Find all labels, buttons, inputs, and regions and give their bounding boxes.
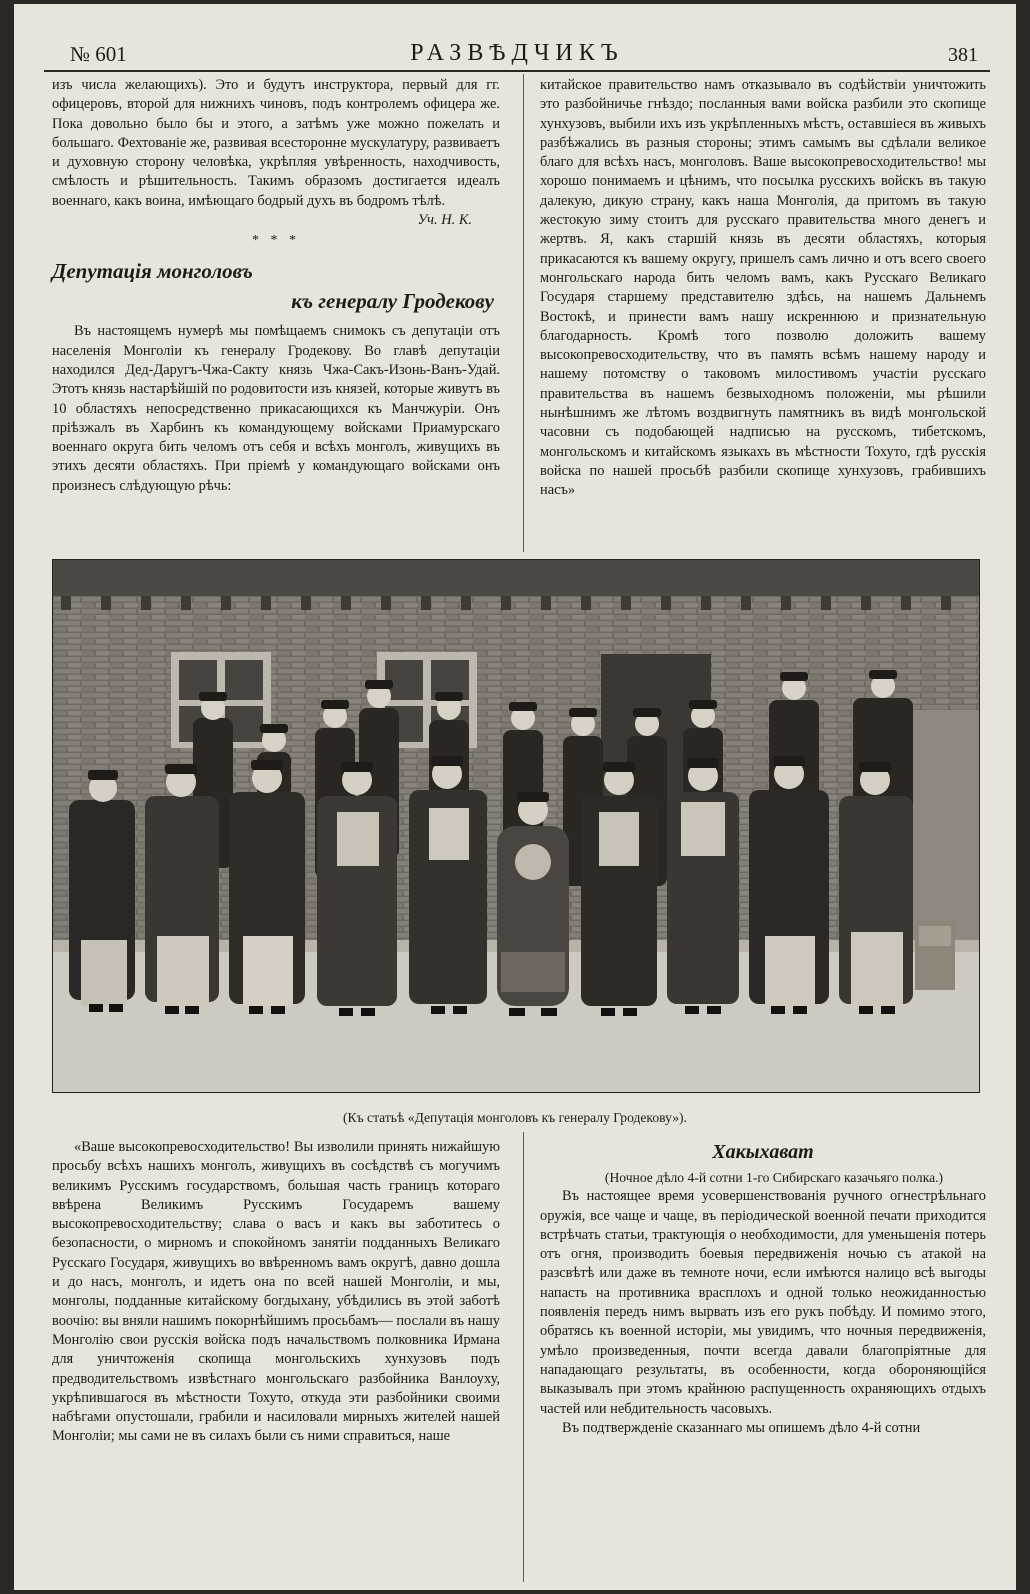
page-header [44,36,990,72]
page-number: 381 [948,44,978,66]
second-article-subtitle: (Ночное дѣло 4-й сотни 1-го Сибирскаго казачьяго полка.) [604,1170,944,1185]
article-heading-line1: Депутація монголовъ [52,259,253,284]
fencing-article-ending: изъ числа желающихъ). Это и будутъ инструктора, первый для гг. офицеровъ, второй для нижнихъ чиновъ, подъ контролемъ офицера же. Пока довольно было бы и этого, а затѣмъ уже можно пожелать и большаго. Фехтованіе же, развивая всесторонне мускулатуру, развиваетъ и духовную сторону человѣка, укрѣпляя увѣренность, находчивость, смѣлость и рѣшительность. Такимъ образомъ достигается идеалъ военнаго, какъ воина, имѣющаго бодрый духъ въ бодромъ тѣлѣ. [52,77,500,209]
group-photo-illustration [53,560,979,1092]
second-article-heading: Хакыхават [712,1141,814,1163]
left-bottom-column [52,1138,500,1447]
speech-continuation-paragraph: китайское правительство намъ отказывало въ содѣйствіи уничтожить это разбойничье гнѣздо; посланныя вами войска разбили это скопище хунхузовъ, выбили ихъ изъ укрѣпленныхъ мѣстъ, оставшіеся въ живыхъ разбѣжались въ разныя стороны; этимъ самымъ вы сдѣлали великое благо для всѣхъ насъ, монголовъ. Ваше высокопревосходительство! мы хорошо понимаемъ и цѣнимъ, что посылка русскихъ войскъ въ такую далекую, дикую страну, какъ наша Монголія, да притомъ въ такую жестокую зиму стоитъ для русскаго правительства много денегъ и жертвъ. Я, какъ старшій князь въ десяти областяхъ, которыя прикасаются къ вашему округу, пришелъ самъ лично и отъ всего своего монгольскаго народа бить челомъ вамъ, какъ Русскаго Великаго Государя старшему представителю здѣсь, на нашемъ Дальнемъ Востокѣ, и принести вамъ нашу искреннюю и признательную благодарность. Кромѣ того позволю доложить вашему высокопревосходительству, что въ память всѣмъ нашему народу и нашему потомству о таковомъ милостивомъ участіи русскаго правительства въ нашемъ безвыходномъ положеніи, мы рѣшили нынѣшнимъ же лѣтомъ воздвигнуть памятникъ въ видѣ монгольской часовни съ подобающей надписью на русскомъ, тибетскомъ, монгольскомъ и китайскомъ языкахъ въ мѣстности Тохуто, гдѣ русскія войска по нашей просьбѣ разбили скопище хунхузовъ, грабившихъ насъ» [540,77,986,499]
column-rule-bottom [523,1132,524,1582]
left-top-column [52,76,500,496]
article-signature: Уч. Н. К. [417,212,472,229]
journal-title: РАЗВѢДЧИКЪ [410,40,624,66]
photo-caption: (Къ статьѣ «Депутація монголовъ къ генералу Гродекову»). [343,1110,687,1125]
section-divider-stars: * * * [252,233,300,249]
deputation-photograph [52,559,980,1093]
newspaper-page [14,4,1016,1590]
speech-opening-paragraph: «Ваше высокопревосходительство! Вы изволили принять нижайшую просьбу всѣхъ нашихъ монголъ, живущихъ въ сосѣдствѣ съ могучимъ великимъ Русскимъ государствомъ, большая часть границъ котораго ввѣрена Великимъ Русскимъ Государемъ вашему высокопревосходительству; слава о васъ и какъ вы заботитесь о безопасности, о мирномъ и спокойномъ занятіи подданныхъ Великаго Русскаго Государя, живущихъ во ввѣренномъ вамъ округѣ, давно дошла и до насъ, монголъ, и идетъ она по всей нашей Монголіи, и мы, монголы, подданные китайскому богдыхану, убѣдились въ этой заботѣ воочію: вы вняли нашимъ покорнѣйшимъ просьбамъ— послали въ нашу Монголію свои русскія войска подъ начальствомъ полковника Ирмана для уничтоженія скопища монгольскихъ хунхузовъ подъ предводительствомъ извѣстнаго монгольскаго разбойника Ванлоуху, укрѣпившагося въ мѣстности Тохуто, откуда эти разбойники своими набѣгами опустошали, грабили и насиловали мирныхъ жителей нашей Монголіи; мы сами не въ силахъ были съ ними справиться, наше [52,1139,500,1445]
right-top-column [540,76,986,501]
article-heading-line2: къ генералу Гродекову [291,289,494,314]
right-bottom-column [540,1134,986,1438]
night-action-paragraph: Въ настоящее время усовершенствованія ручного огнестрѣльнаго оружія, все чаще и чаще, въ періодической военной печати приходится встрѣчать статьи, трактующія о необходимости, для уменьшенія потерь отъ огня, производить боевыя передвиженія ночью съ атакой на разсвѣтѣ или даже въ темноте ночи, если имѣются налицо всѣ выгоды напасть на противника врасплохъ и одной только неожиданностью появленія передъ нимъ вырвать изъ его рукъ побѣду. И помимо этого, обратясь къ военной исторіи, мы увидимъ, что ночныя передвиженія, умѣло произведенныя, почти всегда давали благопріятные для нападающаго результаты, въ особенности, когда обороняющійся выказывалъ при этомъ крайнюю распущенность охраняющихъ отдыхъ частей или небдительность часовыхъ. [540,1188,986,1417]
issue-number: № 601 [70,42,127,66]
night-action-paragraph-2: Въ подтвержденіе сказаннаго мы опишемъ дѣло 4-й сотни [562,1419,921,1436]
deputation-intro-paragraph: Въ настоящемъ нумерѣ мы помѣщаемъ снимокъ съ депутаціи отъ населенія Монголіи къ генералу Гродекову. Во главѣ депутаціи находился Дед-Даругъ-Чжа-Сакту князь Чжа-Сакъ-Изонь-Ванъ-Удай. Этотъ князь настарѣйшій по родовитости изъ князей, которые живутъ въ 10 областяхъ непосредственно прикасающихся къ Манчжуріи. Онъ пріѣзжалъ въ Харбинъ къ командующему войсками Приамурскаго военнаго округа бить челомъ отъ себя и всѣхъ монголъ, живущихъ въ этихъ десяти областяхъ. При пріемѣ у командующаго войсками онъ произнесъ слѣдующую рѣчь: [52,323,500,494]
column-rule-top [523,74,524,552]
